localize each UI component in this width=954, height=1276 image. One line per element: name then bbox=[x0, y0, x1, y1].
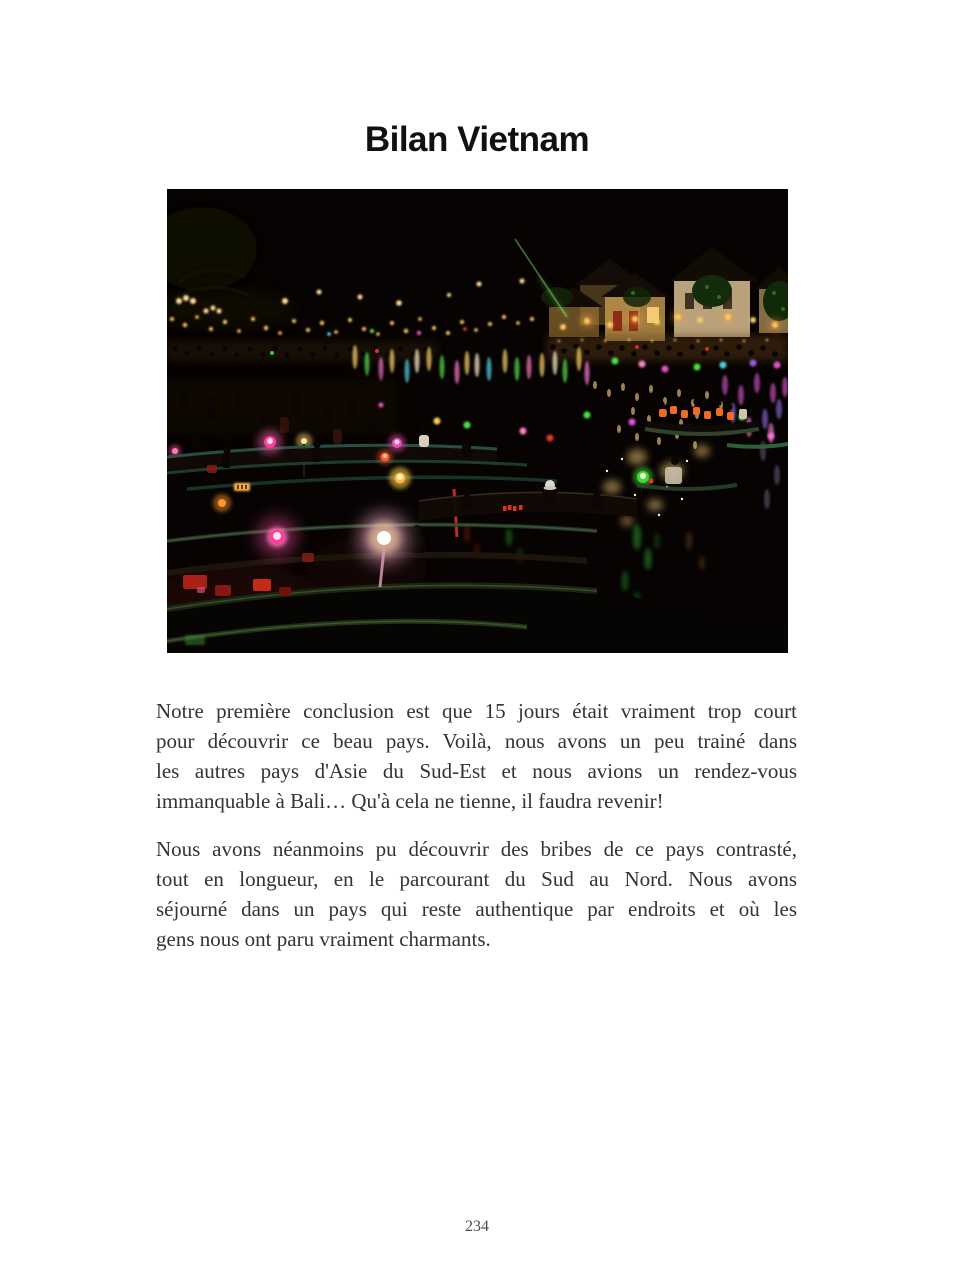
crowd-right bbox=[547, 335, 788, 361]
paragraph-line: tout en longueur, en le parcourant du Sud au Nord. Nous avons bbox=[156, 867, 797, 891]
crowd-bridge-left bbox=[167, 341, 437, 361]
page-number: 234 bbox=[465, 1218, 489, 1235]
paragraph-1 bbox=[156, 696, 797, 816]
page-title: Bilan Vietnam bbox=[364, 120, 590, 159]
paragraph-line: les autres pays d'Asie du Sud-Est et nous avions un rendez-vous bbox=[156, 759, 797, 783]
paragraph-line: pour découvrir ce beau pays. Voilà, nous avons un peu trainé dans bbox=[156, 729, 797, 753]
night-scene-illustration bbox=[167, 189, 788, 653]
paragraph-line: gens nous ont paru vraiment charmants. bbox=[156, 927, 491, 951]
paragraph-line: Nous avons néanmoins pu découvrir des bribes de ce pays contrasté, bbox=[156, 837, 797, 861]
paragraph-line: immanquable à Bali… Qu'à cela ne tienne, il faudra revenir! bbox=[156, 789, 664, 813]
hoi-an-night-photo bbox=[167, 189, 788, 653]
paragraph-line: Notre première conclusion est que 15 jours était vraiment trop court bbox=[156, 699, 797, 723]
paragraph-line: séjourné dans un pays qui reste authentique par endroits et où les bbox=[156, 897, 797, 921]
paragraph-2 bbox=[156, 834, 797, 954]
